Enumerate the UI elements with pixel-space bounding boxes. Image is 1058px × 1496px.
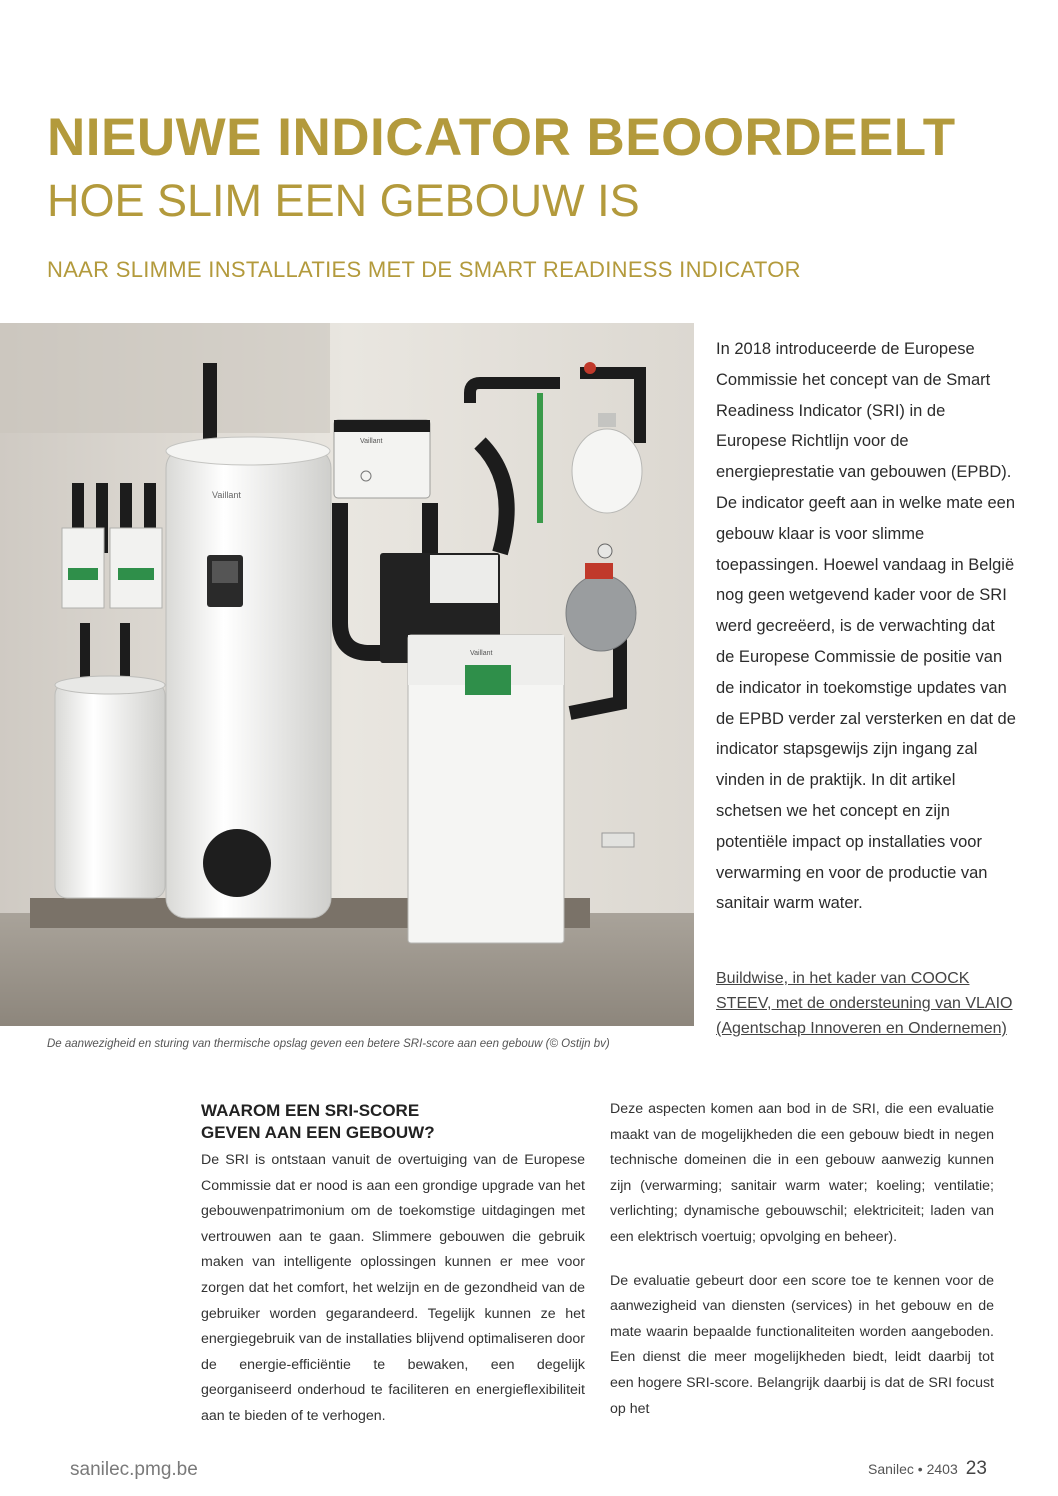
section-heading-line1: WAAROM EEN SRI-SCORE — [201, 1101, 420, 1120]
headline-line2: HOE SLIM EEN GEBOUW IS — [47, 175, 640, 226]
column-right — [610, 1097, 994, 1422]
unit-brand: Vaillant — [470, 650, 493, 657]
section2-para2: De evaluatie gebeurt door een score toe te kennen voor de aanwezigheid van diensten (services) in het gebouw en de mate waarin bepaalde functionaliteiten worden aangeboden. Een dienst die meer mogelijkheden biedt, leidt daarbij tot een hogere SRI-score. Belangrijk daarbij is dat de SRI focust op het — [610, 1272, 994, 1417]
section2-para1: Deze aspecten komen aan bod in de SRI, die een evaluatie maakt van de mogelijkheden die een gebouw biedt in negen technische domeinen die in een gebouw aanwezig kunnen zijn (verwarming; sanitair warm water; koeling; ventilatie; verlichting; dynamische gebouwschil; elektriciteit; laden van een elektrisch voertuig; opvolging en beheer). — [610, 1101, 994, 1245]
page-number: 23 — [965, 1458, 987, 1479]
section-heading-line2: GEVEN AAN EEN GEBOUW? — [201, 1123, 435, 1142]
headline-line1: NIEUWE INDICATOR BEOORDEELT — [47, 108, 956, 167]
footer-url[interactable]: sanilec.pmg.be — [70, 1459, 198, 1480]
photo-caption: De aanwezigheid en sturing van thermische opslag geven een betere SRI-score aan een gebouw (© Ostijn bv) — [47, 1038, 610, 1050]
section1-body: De SRI is ontstaan vanuit de overtuiging van de Europese Commissie dat er nood is aan een grondige upgrade van het gebouwenpatrimonium om de toekomstige uitdagingen met vertrouwen aan te gaan. Slimmere gebouwen die gebruik maken van intelligente oplossingen kunnen er mee voor zorgen dat het comfort, het welzijn en de gezondheid van de gebruiker worden gegarandeerd. Tegelijk kunnen ze het energiegebruik van de installaties blijvend optimaliseren door de energie-efficiëntie te bewaken, een degelijk georganiseerd onderhoud te faciliteren en energieflexibiliteit aan te bieden of te verhogen. — [201, 1152, 585, 1424]
section-heading — [201, 1100, 585, 1144]
subheadline: NAAR SLIMME INSTALLATIES MET DE SMART READINESS INDICATOR — [47, 257, 801, 282]
section-why-sri — [201, 1100, 585, 1430]
footer-issue — [868, 1458, 987, 1480]
tank-brand: Vaillant — [212, 490, 241, 500]
intro-paragraph: In 2018 introduceerde de Europese Commissie het concept van de Smart Readiness Indicator (SRI) in de Europese Richtlijn voor de energieprestatie van gebouwen (EPBD). De indicator geeft aan in welke mate een gebouw klaar is voor slimme toepassingen. Hoewel vandaag in België nog geen wetgevend kader voor de SRI werd gecreëerd, is de verwachting dat de Europese Commissie de positie van de indicator in toekomstige updates van de EPBD verder zal versterken en dat de indicator stapsgewijs zijn ingang zal vinden in de praktijk. In dit artikel schetsen we het concept en zijn potentiële impact op installaties voor verwarming en voor de productie van sanitair warm water. — [716, 340, 1016, 913]
issue-label: Sanilec • 2403 — [868, 1461, 958, 1477]
installation-photo — [0, 323, 694, 1026]
box-brand: Vaillant — [360, 438, 383, 445]
author-credit: Buildwise, in het kader van COOCK STEEV, met de ondersteuning van VLAIO (Agentschap Innoveren en Ondernemen) — [716, 970, 1013, 1037]
